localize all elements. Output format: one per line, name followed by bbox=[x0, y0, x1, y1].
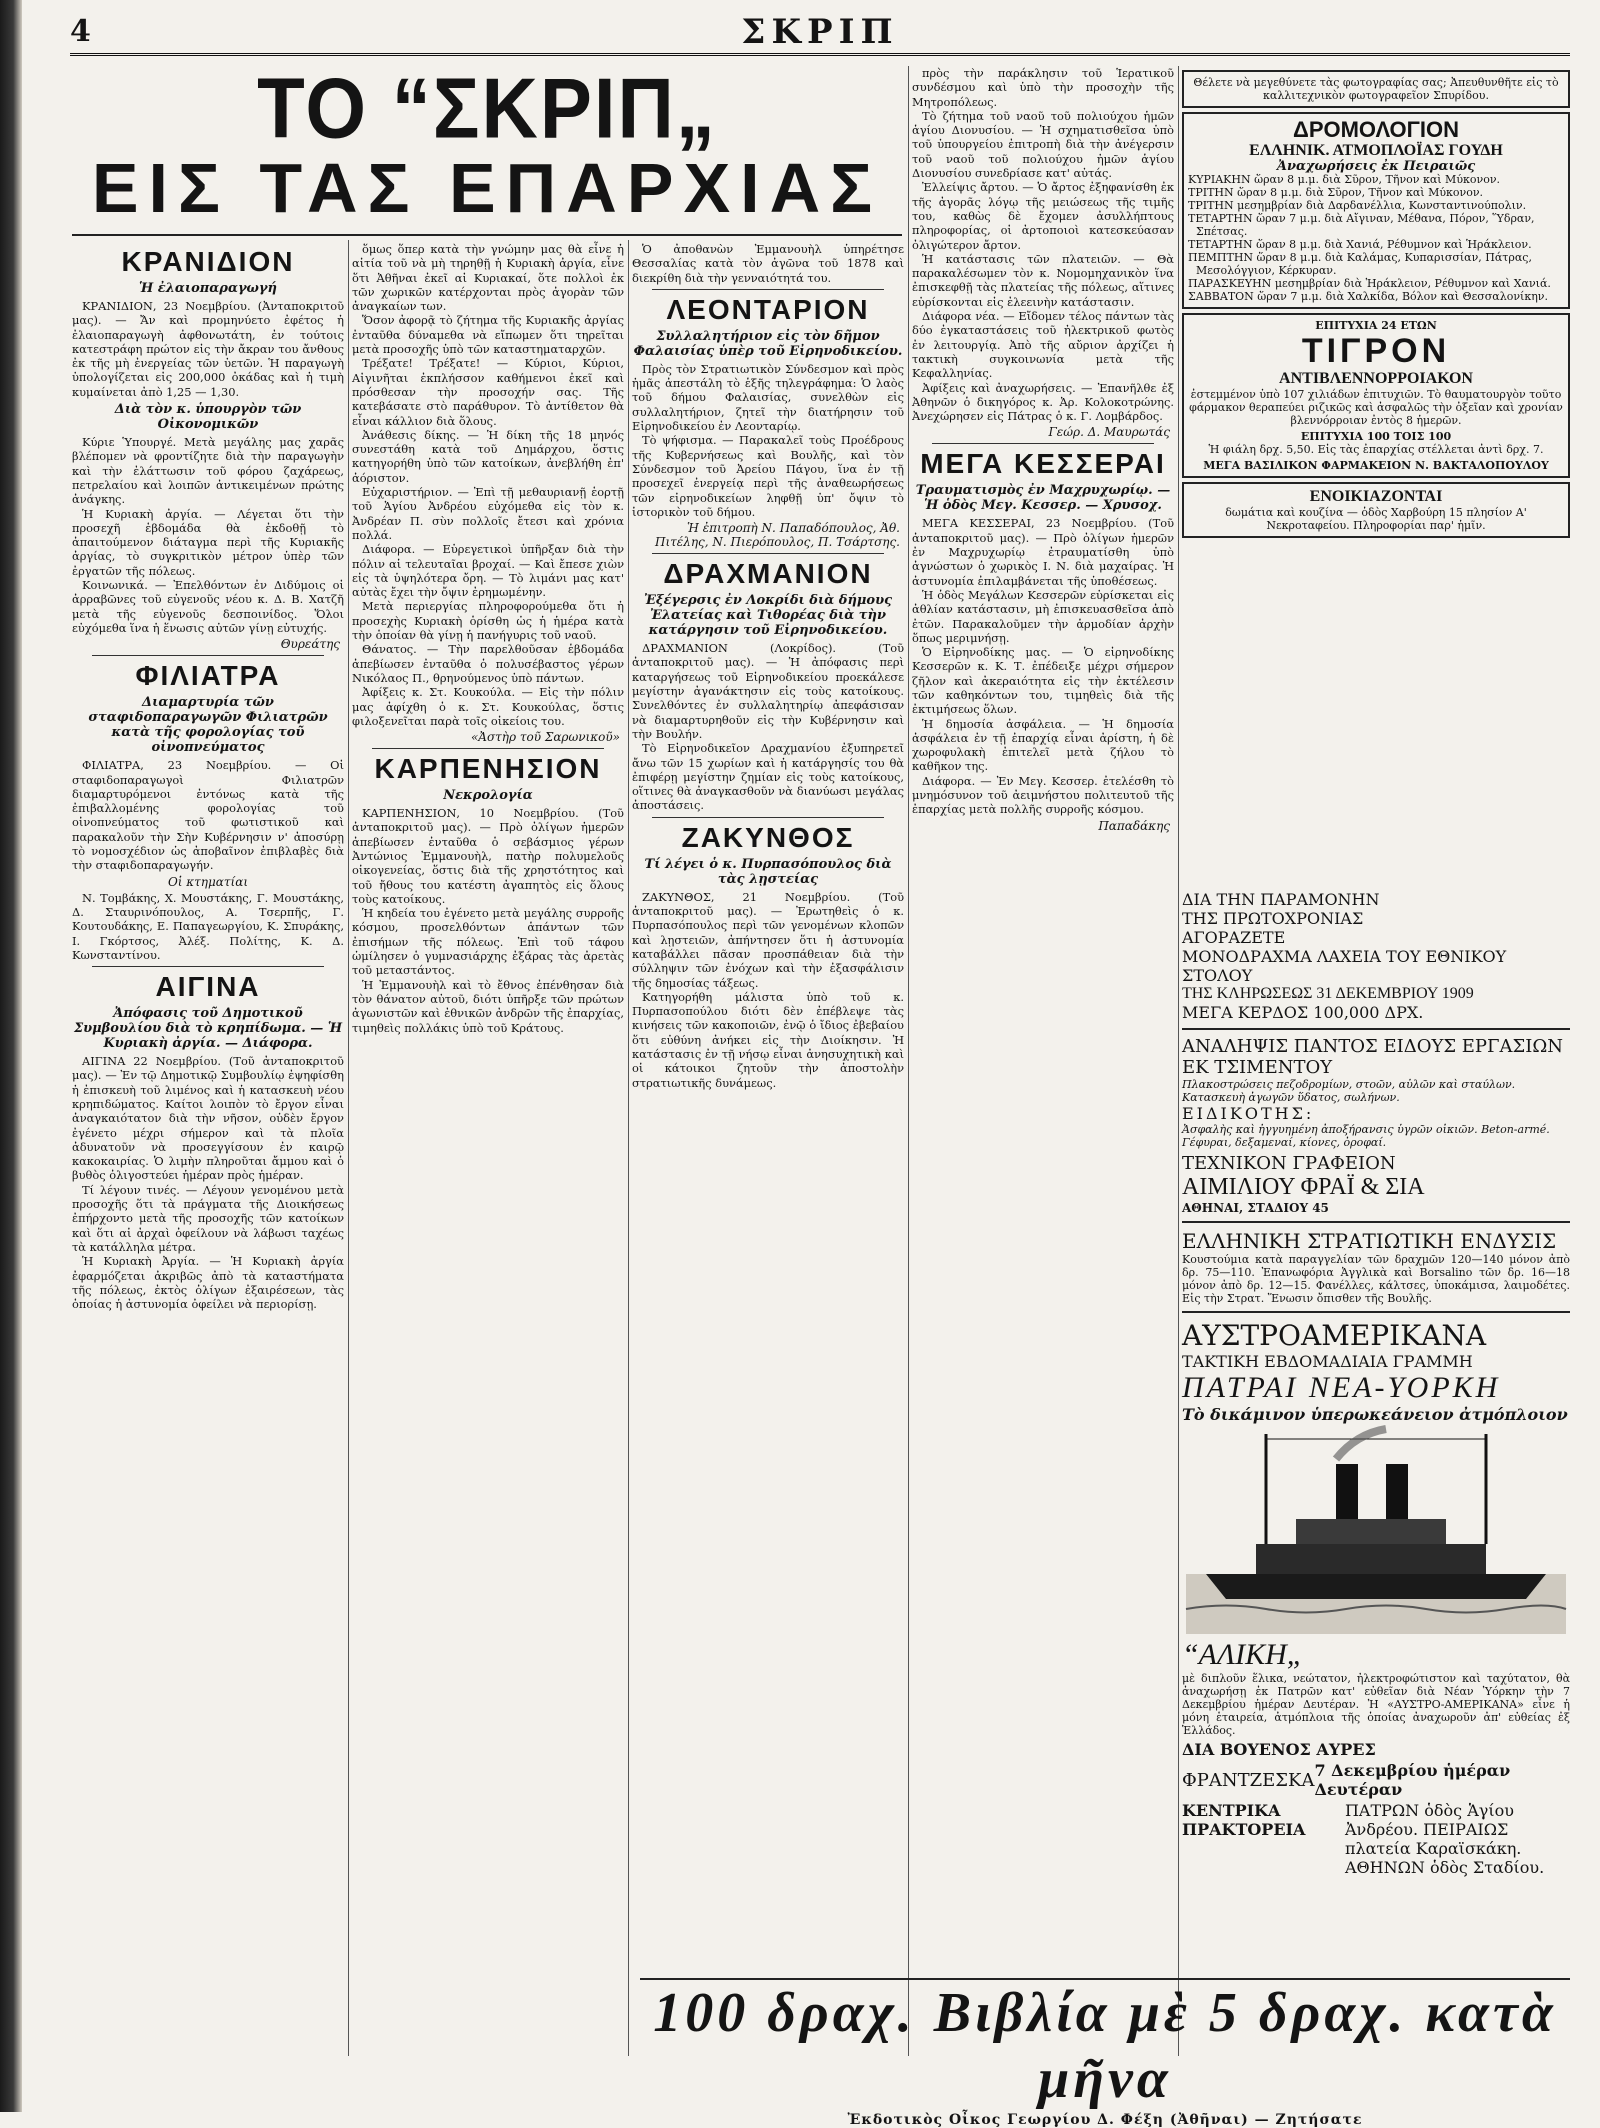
ad-title: ΕΛΛΗΝΙΚΗ ΣΤΡΑΤΙΩΤΙΚΗ ΕΝΔΥΣΙΣ bbox=[1182, 1229, 1557, 1253]
column-3 bbox=[632, 242, 904, 1972]
lottery-and-ads-block bbox=[1182, 890, 1570, 1970]
lottery-line-4: ΜΟΝΟΔΡΑΧΜΑ ΛΑΧΕΙΑ ΤΟΥ ΕΘΝΙΚΟΥ ΣΤΟΛΟΥ bbox=[1182, 947, 1507, 985]
schedule-item: ΠΑΡΑΣΚΕΥΗΝ μεσημβρίαν διὰ Ἡράκλειον, Ρέθυμνον καὶ Χανιά. bbox=[1188, 277, 1551, 290]
subheading: Ἐξέγερσις ἐν Λοκρίδι διὰ δήμους Ἐλατείας καὶ Τιθορέας διὰ τὴν κατάργησιν τοῦ Εἰρηνοδικείου. bbox=[643, 593, 893, 639]
ad-text: μὲ διπλοῦν ἕλικα, νεώτατον, ἠλεκτροφώτιστον καὶ ταχύτατον, θὰ ἀναχωρήσῃ ἐκ Πατρῶν κατ' εὐθεῖαν διὰ Νέαν Ὑόρκην τὴν 7 Δεκεμβρίου ἡμέραν Δευτέραν. Ἡ «ΑΥΣΤΡΟ-ΑΜΕΡΙΚΑΝΑ» εἶνε ἡ μόνη ἑταιρεία, ἀτμόπλοια τῆς ὁποίας ἀναχωροῦν ἀπ' εὐθείας ἐξ Ἑλλάδος. bbox=[1182, 1672, 1570, 1737]
column-2 bbox=[352, 242, 624, 2092]
ad-subtitle: ΤΑΚΤΙΚΗ ΕΒΔΟΜΑΔΙΑΙΑ ΓΡΑΜΜΗ bbox=[1182, 1352, 1473, 1371]
ad-text: Πλακοστρώσεις πεζοδρομίων, στοῶν, αὐλῶν καὶ σταύλων. Κατασκευὴ ἀγωγῶν ὕδατος, σωλήνων. bbox=[1182, 1078, 1516, 1104]
article-paragraph: Κύριε Ὑπουργέ. Μετὰ μεγάλης μας χαρᾶς βλέπομεν νὰ φροντίζητε διὰ τὴν παραγωγὴν καὶ τὴν ἐλάττωσιν τοῦ φόρου ζαχάρεως, πετρελαίου καὶ λοιπῶν ἀντικειμένων πρώτης ἀνάγκης. bbox=[72, 435, 344, 507]
article-paragraph: Ν. Τομβάκης, Χ. Μουστάκης, Γ. Μουστάκης, Δ. Σταυρινόπουλος, Α. Τσερπῆς, Γ. Κουτουδάκης, Ε. Παπαγεωργίου, Κ. Σπυράκης, Ι. Γκόρτσος, Ἀλέξ. Πολίτης, Κ. Δ. Κωνσταντίνου. bbox=[72, 890, 344, 962]
main-headline bbox=[72, 59, 902, 236]
office-name: ΑΙΜΙΛΙΟΥ ΦΡΑΪ & ΣΙΑ bbox=[1182, 1174, 1425, 1200]
article-paragraph: Ἡ κηδεία του ἐγένετο μετὰ μεγάλης συρροῆς κόσμου, προσελθόντων ἁπάντων τῶν ἐπισήμων τῆς πόλεως. Ἐπὶ τοῦ τάφου ὡμίλησεν ὁ γυμνασιάρχης ἐξάρας τὰς ἀρετὰς τοῦ μεταστάντος. bbox=[352, 906, 624, 978]
byline: Γεώρ. Δ. Μαυρωτάς bbox=[1048, 425, 1170, 440]
schedule-item: ΤΡΙΤΗΝ μεσημβρίαν διὰ Δαρδανέλλια, Κωνσταντινούπολιν. bbox=[1188, 199, 1527, 212]
schedule-list bbox=[1188, 173, 1564, 303]
ad-label: ΔΙΑ ΒΟΥΕΝΟΣ ΑΥΡΕΣ bbox=[1182, 1740, 1376, 1759]
ad-title: ΑΥΣΤΡΟΑΜΕΡΙΚΑΝΑ bbox=[1182, 1319, 1487, 1352]
article-paragraph: ΑΙΓΙΝΑ 22 Νοεμβρίου. (Τοῦ ἀνταποκριτοῦ μας). — Ἐν τῷ Δημοτικῷ Συμβουλίῳ ἐψηφίσθη ἡ ἐπισκευὴ τοῦ λιμένος καὶ ἡ κατασκευὴ νέου κρηπιδώματος. Καίτοι λοιπὸν τὸ ἔργον εἶναι ἀναγκαιότατον διὰ τὴν νῆσον, οὐδὲν ἔργον ἐγένετο μέχρι σήμερον καὶ τὰ πλοῖα ἀδυνατοῦν νὰ προσεγγίσουν ἐν καιρῷ κακοκαιρίας. Ὁ λιμὴν πληροῦται ἄμμου καὶ ὁ βυθὸς ὀλιγοστεύει ἡμέραν πρὸς ἡμέραν. bbox=[72, 1054, 344, 1183]
ship-date: 7 Δεκεμβρίου ἡμέραν Δευτέραν bbox=[1314, 1761, 1511, 1799]
banner-subtext: Ἐκδοτικὸς Οἶκος Γεωργίου Δ. Φέξη (Ἀθῆναι) — Ζητήσατε bbox=[847, 2112, 1363, 2128]
article-paragraph: Πρὸς τὸν Στρατιωτικὸν Σύνδεσμον καὶ πρὸς ἡμᾶς ἀπεστάλη τὸ ἑξῆς τηλεγράφημα: Ὁ λαὸς τοῦ δήμου Φαλαισίας, συνελθὼν εἰς συλλαλητήριον, ζητεῖ τὴν διατήρησιν τοῦ Εἰρηνοδικείου ἐν Λεονταρίῳ. bbox=[632, 361, 904, 434]
byline: Ἡ ἐπιτροπὴ Ν. Παπαδόπουλος, Ἀθ. Πιτέλης, Ν. Πιερόπουλος, Π. Τσάρτσης. bbox=[655, 521, 900, 550]
ad-label: ΕΙΔΙΚΟΤΗΣ: bbox=[1182, 1104, 1315, 1123]
ad-label: ΚΕΝΤΡΙΚΑ ΠΡΑΚΤΟΡΕΙΑ bbox=[1182, 1801, 1306, 1839]
article-paragraph: Μετὰ περιεργίας πληροφορούμεθα ὅτι ἡ προσεχὴς Κυριακὴ ὁρίσθη ὡς ἡ ἡμέρα κατὰ τὴν ὁποίαν θὰ γίνῃ ἡ πανήγυρις τοῦ ναοῦ. bbox=[352, 599, 624, 643]
article-paragraph: Ἡ Κυριακὴ Ἀργία. — Ἡ Κυριακὴ ἀργία ἐφαρμόζεται ἀκριβῶς ἀπὸ τὰ καταστήματα τῆς πόλεως, ἐκτὸς ὀλίγων ἐξαιρέσεων, τὰς ὁποίας ἡ ἀστυνομία ὀφείλει νὰ περιορίσῃ. bbox=[72, 1254, 344, 1312]
subheading: Νεκρολογία bbox=[443, 788, 533, 804]
lottery-line-1: ΔΙΑ ΤΗΝ ΠΑΡΑΜΟΝΗΝ bbox=[1182, 890, 1380, 909]
ship-name: “ΑΛΙΚΗ„ bbox=[1182, 1638, 1304, 1671]
headline-line-2: ΕΙΣ ΤΑΣ ΕΠΑΡΧΙΑΣ bbox=[91, 149, 883, 227]
ad-label: ΕΠΙΤΥΧΙΑ 24 ΕΤΩΝ bbox=[1315, 319, 1437, 332]
article-paragraph: Ἀνάθεσις δίκης. — Ἡ δίκη τῆς 18 μηνός συνεστάθη κατὰ τοῦ Δημάρχου, ὅστις κατηγορήθη ὑπὸ τῶν κατοίκων, ἀνεβλήθη ἐπ' ἀόριστον. bbox=[352, 427, 624, 485]
subheading: Διαμαρτυρία τῶν σταφιδοπαραγωγῶν Φιλιατρῶν κατὰ τῆς φορολογίας τοῦ οἰνοπνεύματος bbox=[88, 695, 328, 756]
section-heading-zakynthos: ΖΑΚΥΝΘΟΣ bbox=[681, 821, 855, 853]
article-paragraph: ΚΑΡΠΕΝΗΣΙΟΝ, 10 Νοεμβρίου. (Τοῦ ἀνταποκριτοῦ μας). — Πρὸ ὀλίγων ἡμερῶν ἀπεβίωσεν ἐνταῦθα ὁ σεβάσμιος γέρων Ἀντώνιος Ἐμμανουὴλ, πατὴρ πολυμελοῦς οἰκογενείας, ὅστις διὰ τῆς χρηστότητος καὶ τοῦ ἤθους του κατέστη ἀγαπητὸς εἰς ὅλους τοὺς κατοίκους. bbox=[352, 806, 624, 906]
article-paragraph: Ἡ Κυριακὴ ἀργία. — Λέγεται ὅτι τὴν προσεχῆ ἑβδομάδα θὰ ἐκδοθῇ τὸ ἀπαιτούμενον διάταγμα περὶ τῆς Κυριακῆς ἀργίας, τὸ συγκριτικὸν μέτρον ὑπὲρ τῶν ἐργατῶν τῆς πόλεως. bbox=[72, 506, 344, 578]
article-paragraph: Ἡ δημοσία ἀσφάλεια. — Ἡ δημοσία ἀσφάλεια ἐν τῇ ἐπαρχίᾳ εἶναι ἀρίστη, ἡ δὲ χωροφυλακὴ ἐπιτελεῖ μετὰ ζήλου τὸ καθῆκον της. bbox=[912, 716, 1174, 774]
ad-subtitle: ΕΛΛΗΝΙΚ. ΑΤΜΟΠΛΟΪΑΣ ΓΟΥΔΗ bbox=[1249, 142, 1503, 159]
byline: «Ἀστὴρ τοῦ Σαρωνικοῦ» bbox=[470, 730, 620, 745]
schedule-item: ΠΕΜΠΤΗΝ ὥραν 8 μ.μ. διὰ Καλάμας, Κυπαρισσίαν, Πάτρας, Μεσολόγγιον, Κέρκυραν. bbox=[1188, 251, 1532, 277]
lottery-line-5: ΤΗΣ ΚΛΗΡΩΣΕΩΣ 31 ΔΕΚΕΜΒΡΙΟΥ 1909 bbox=[1182, 985, 1474, 1002]
subheading: Διὰ τὸν κ. ὑπουργὸν τῶν Οἰκονομικῶν bbox=[114, 402, 302, 433]
ship-offices: ΠΑΤΡΩΝ ὁδὸς Ἁγίου Ἀνδρέου. ΠΕΙΡΑΙΩΣ πλατεία Καραϊσκάκη. ΑΘΗΝΩΝ ὁδὸς Σταδίου. bbox=[1344, 1801, 1545, 1877]
section-heading-mega-kesserai: ΜΕΓΑ ΚΕΣΣΕΡΑΙ bbox=[920, 448, 1166, 480]
ad-subtitle: Ἀναχωρήσεις ἐκ Πειραιῶς bbox=[1276, 159, 1476, 174]
subheading: Συλλαλητήριον εἰς τὸν δῆμον Φαλαισίας ὑπὲρ τοῦ Εἰρηνοδικείου. bbox=[633, 328, 903, 359]
headline-line-1: ΤΟ “ΣΚΡΙΠ„ bbox=[257, 59, 717, 157]
section-heading-aigina: ΑΙΓΙΝΑ bbox=[155, 971, 261, 1003]
ad-text: Κουστούμια κατὰ παραγγελίαν τῶν δραχμῶν 120—140 μόνον ἀπὸ δρ. 75—110. Ἐπανωφόρια Ἀγγλικὰ καὶ Borsalino τῶν δρ. 16—18 μόνον ἀπὸ δρ. 12—15. Φανέλλες, κάλτσες, ὑποκάμισα, λαιμοδέτες. Εἰς τὴν Στρατ. Ἕνωσιν ὄπισθεν τῆς Βουλῆς. bbox=[1182, 1253, 1570, 1305]
section-heading-leontarion: ΛΕΟΝΤΑΡΙΟΝ bbox=[666, 293, 870, 325]
ad-text: Ἀσφαλὴς καὶ ἠγγυημένη ἀποξήρανσις ὑγρῶν οἰκιῶν. Beton-armé. Γέφυραι, δεξαμεναί, κίονες, ὀροφαί. bbox=[1182, 1123, 1550, 1149]
ad-pharmacy: ΜΕΓΑ ΒΑΣΙΛΙΚΟΝ ΦΑΡΜΑΚΕΙΟΝ Ν. ΒΑΚΤΑΛΟΠΟΥΛΟΥ bbox=[1203, 459, 1549, 472]
article-paragraph: ΚΡΑΝΙΔΙΟΝ, 23 Νοεμβρίου. (Ἀνταποκριτοῦ μας). — Ἄν καὶ προμηνύετο ἐφέτος ἡ ἐλαιοπαραγωγὴ ἀφθονωτάτη, ἐν τούτοις κατεστράφη πρώτον εἰς τὴν ἄκραν του ἄνθους ἐκ τῆς μὴ ἐνεργείας τῶν ὑετῶν. Ἡ παραγωγὴ ὑπολογίζεται εἰς 200,000 ὀκάδας καὶ ἡ τιμὴ κυμαίνεται ἀπὸ 1,25 — 1,30. bbox=[72, 299, 344, 399]
ad-text: ἐστεμμένον ὑπὸ 107 χιλιάδων ἐπιτυχιῶν. Τὸ θαυματουργὸν τοῦτο φάρμακον θεραπεύει ριζικῶς καὶ ἀσφαλῶς τὴν ὀξεῖαν καὶ χρονίαν βλεννόρροιαν ἐντὸς 8 ἡμερῶν. bbox=[1189, 388, 1563, 427]
article-paragraph: Τί λέγουν τινές. — Λέγουν γενομένου μετὰ προσοχῆς ὅτι τὰ πράγματα τῆς Διοικήσεως ἐπήρχοντο μετὰ τῆς προσοχῆς τῶν κατοίκων καὶ ὅτι αἱ ἀρχαὶ ὀφείλουν νὰ λάβωσι ταχέως τὰ κατάλληλα μέτρα. bbox=[72, 1182, 344, 1254]
article-paragraph: Διάφορα. — Ἐν Μεγ. Κεσσερ. ἐτελέσθη τὸ μνημόσυνον τοῦ ἀειμνήστου πολιτευτοῦ τῆς ἐπαρχίας μετὰ πολλῆς συρροῆς κόσμου. bbox=[912, 773, 1174, 817]
ad-title: ΤΙΓΡΟΝ bbox=[1301, 332, 1451, 370]
article-paragraph: ΖΑΚΥΝΘΟΣ, 21 Νοεμβρίου. (Τοῦ ἀνταποκριτοῦ μας). — Ἐρωτηθεὶς ὁ κ. Πυρπασόπουλος περὶ τῶν γενομένων κλοπῶν καὶ λῃστειῶν, ἀπήντησεν ὅτι ἡ ἀστυνομία καταβάλλει πᾶσαν προσπάθειαν διὰ τὴν σύλληψιν τῶν ἐνόχων καὶ τὴν ἐξασφάλισιν τῆς δημοσίας τάξεως. bbox=[632, 889, 904, 990]
article-paragraph: Εὐχαριστήριον. — Ἐπὶ τῇ μεθαυριανῇ ἑορτῇ τοῦ Ἁγίου Ἀνδρέου εὐχόμεθα εἰς τὸν κ. Ἀνδρέαν Π. σὺν πολλοῖς ἔτεσι καὶ χρόνια πολλά. bbox=[352, 485, 624, 542]
cement-works-ad bbox=[1182, 1036, 1570, 1215]
page-binding-edge bbox=[0, 0, 22, 2112]
ad-title: ΑΝΑΛΗΨΙΣ ΠΑΝΤΟΣ ΕΙΔΟΥΣ ΕΡΓΑΣΙΩΝ ΕΚ ΤΣΙΜΕΝΤΟΥ bbox=[1182, 1036, 1564, 1078]
byline: Παπαδάκης bbox=[1098, 818, 1170, 833]
article-paragraph: Τὸ ψήφισμα. — Παρακαλεῖ τοὺς Προέδρους τῆς Κυβερνήσεως καὶ Βουλῆς, καὶ τὸν Σύνδεσμον τοῦ Ἀρείου Πάγου, ἵνα ἐν τῇ προσεχεῖ ἐνεργείᾳ περὶ τῆς ἀναθεωρήσεως τῶν εἰρηνοδικείων ληφθῇ ὑπ' ὄψιν τὸ ἱστορικὸν τοῦ δήμου. bbox=[632, 433, 904, 519]
article-paragraph: Κοινωνικά. — Ἐπελθόντων ἐν Διδύμοις οἱ ἀρραβῶνες τοῦ εὐγενοῦς νέου κ. Δ. Β. Χατζῆ μετὰ τῆς εὐγενοῦς δεσποινίδος. Ὅλοι εὐχόμεθα ἵνα ἡ ἕνωσις αὐτῶν γίνῃ εὐτυχής. bbox=[72, 578, 344, 635]
article-paragraph: Διάφορα. — Εὑρεγετικοὶ ὑπῆρξαν διὰ τὴν πόλιν αἱ τελευταῖαι βροχαί. — Καὶ ἔπεσε χιὼν εἰς τὰ ὑψηλότερα ὄρη. — Τὸ λιμάνι μας κατ' αὐτὰς ἔχει τὴν ὄψιν ἐρημωμένην. bbox=[352, 542, 624, 600]
ad-price: Ἡ φιάλη δρχ. 5,50. Εἰς τὰς ἐπαρχίας στέλλεται ἀντὶ δρχ. 7. bbox=[1208, 443, 1544, 456]
article-paragraph: Ἡ κατάστασις τῶν πλατειῶν. — Θὰ παρακαλέσωμεν τὸν κ. Νομομηχανικὸν ἵνα ἐπισκεφθῇ τὰς πλατείας τῆς πόλεως, αἵτινες εὑρίσκονται εἰς ἐλεεινὴν κατάστασιν. bbox=[912, 251, 1174, 309]
photo-studio-ad bbox=[1182, 70, 1570, 108]
page-number: 4 bbox=[70, 14, 91, 49]
newspaper-page bbox=[30, 10, 1590, 2128]
article-paragraph: Τὸ ζήτημα τοῦ ναοῦ τοῦ πολιούχου ἡμῶν ἁγίου Διονυσίου. — Ἡ σχηματισθεῖσα ὑπὸ τοῦ ὑπουργείου ἐπιτροπὴ διὰ τὴν ἀνέγερσιν τοῦ ναοῦ τοῦ πολιούχου ἡμῶν ἁγίου Διονυσίου συνεδρίασε κατ' αὐτάς. bbox=[912, 108, 1174, 181]
article-paragraph: Τὸ Εἰρηνοδικεῖον Δραχμανίου ἐξυπηρετεῖ ἄνω τῶν 15 χωρίων καὶ ἡ κατάργησίς του θὰ ἐπιφέρῃ μεγίστην ζημίαν εἰς τοὺς κατοίκους, οἵτινες θὰ ἀναγκασθοῦν νὰ διανύωσι μεγάλας ἀποστάσεις. bbox=[632, 741, 904, 813]
steamship-illustration bbox=[1182, 1424, 1570, 1634]
subheading: Τί λέγει ὁ κ. Πυρπασόπουλος διὰ τὰς λῃστείας bbox=[644, 856, 892, 887]
article-paragraph: Ὁ ἀποθανὼν Ἐμμανουὴλ ὑπηρέτησε Θεσσαλίας κατὰ τὸν ἀγῶνα τοῦ 1878 καὶ διεκρίθη διὰ τὴν γενναιότητά του. bbox=[632, 242, 904, 285]
lottery-prize: ΜΕΓΑ ΚΕΡΔΟΣ 100,000 ΔΡΧ. bbox=[1182, 1003, 1424, 1022]
ad-title: ΔΡΟΜΟΛΟΓΙΟΝ bbox=[1293, 117, 1459, 142]
page-header bbox=[70, 10, 1570, 56]
article-paragraph: Ἐλλείψις ἄρτου. — Ὁ ἄρτος ἐξηφανίσθη ἐκ τῆς ἀγορᾶς λόγῳ τῆς μειώσεως τῆς τιμῆς του, καθὼς δὲ ἔχομεν ἀσυλλήπτους πληροφορίας, οἱ ἀρτοποιοὶ κατεσκεύασαν ὀλιγώτερον ἄρτον. bbox=[912, 180, 1174, 252]
article-paragraph: Τρέξατε! Τρέξατε! — Κύριοι, Κύριοι, Αἰγινῆται ἐκπλήσσον καθήμενοι ἐκεῖ καὶ πρόσθεσαν τὴν προσοχήν σας. Τῆς κατεβάσατε στὸ παράθυρον. Τὸ ἀντίθετον θὰ εἶναι κάλλιον διὰ ὅλους. bbox=[352, 356, 624, 428]
lottery-line-2: ΤΗΣ ΠΡΩΤΟΧΡΟΝΙΑΣ bbox=[1182, 909, 1364, 928]
article-paragraph: Ὅσον ἀφορᾷ τὸ ζήτημα τῆς Κυριακῆς ἀργίας ἐνταῦθα δύναμεθα νὰ εἴπωμεν ὅτι τηρεῖται μετὰ προσοχῆς ὑπὸ τῶν καταστηματαρχῶν. bbox=[352, 313, 624, 357]
article-paragraph: ΜΕΓΑ ΚΕΣΣΕΡΑΙ, 23 Νοεμβρίου. (Τοῦ ἀνταποκριτοῦ μας). — Πρὸ ὀλίγων ἡμερῶν ἐν Μαχρυχωρίῳ ἐτραυματίσθη ὑπὸ ἀγνώστων ὁ χωρικὸς Ι. Ν. διὰ μαχαίρας. Ἡ ἀστυνομία ἐπιλαμβάνεται τῆς ὑποθέσεως. bbox=[912, 516, 1174, 588]
ship-agent: ΦΡΑΝΤΖΕΣΚΑ bbox=[1182, 1769, 1315, 1791]
uniforms-ad bbox=[1182, 1229, 1570, 1305]
subheading: Ἡ ἐλαιοπαραγωγή bbox=[139, 281, 277, 296]
masthead: ΣΚΡΙΠ bbox=[741, 11, 899, 52]
subheading: Τραυματισμὸς ἐν Μαχρυχωρίῳ. — Ἡ ὁδὸς Μεγ. Κεσσερ. — Χρυσοχ. bbox=[915, 483, 1171, 514]
section-heading-kranidion: ΚΡΑΝΙΔΙΟΝ bbox=[121, 246, 295, 277]
column-4 bbox=[912, 66, 1174, 1966]
lottery-line-3: ΑΓΟΡΑΖΕΤΕ bbox=[1182, 928, 1286, 947]
section-heading-drachmanion: ΔΡΑΧΜΑΝΙΟΝ bbox=[663, 558, 873, 590]
article-paragraph: Ὁ Εἰρηνοδίκης μας. — Ὁ εἰρηνοδίκης Κεσσερῶν κ. Κ. Τ. ἐπέδειξε μέχρι σήμερον ζῆλον καὶ ἀκεραιότητα εἰς τὴν ἐκτέλεσιν τῶν καθηκόντων του, τιμηθεὶς διὰ τῆς ἐκτιμήσεως ὅλων. bbox=[912, 645, 1174, 717]
schedule-item: ΣΑΒΒΑΤΟΝ ὥραν 7 μ.μ. διὰ Χαλκίδα, Βόλον καὶ Θεσσαλονίκην. bbox=[1188, 290, 1548, 303]
schedule-item: ΚΥΡΙΑΚΗΝ ὥραν 8 μ.μ. διὰ Σῦρον, Τῆνον καὶ Μύκονον. bbox=[1188, 173, 1501, 186]
ad-label: ΕΠΙΤΥΧΙΑ 100 ΤΟΙΣ 100 bbox=[1300, 430, 1452, 443]
ad-title: ΕΝΟΙΚΙΑΖΟΝΤΑΙ bbox=[1309, 488, 1443, 505]
article-paragraph: ΦΙΛΙΑΤΡΑ, 23 Νοεμβρίου. — Οἱ σταφιδοπαραγωγοὶ Φιλιατρῶν διαμαρτυρόμενοι ἐντόνως κατὰ τῆς ἐπιβαλλομένης φορολογίας τοῦ οἰνοπνεύματος τοῦ φωτιστικοῦ καὶ παρακαλοῦν τὴν Σὴν Κυβέρνησιν ν' ἀποσύρῃ τὸ νομοσχέδιον ὡς ἀποβαῖνον ἐπιβλαβὲς διὰ τὴν σταφιδοπαραγωγήν. bbox=[72, 758, 344, 873]
shipping-schedule-ad bbox=[1182, 112, 1570, 309]
subheading: Ἀπόφασις τοῦ Δημοτικοῦ Συμβουλίου διὰ τὸ κρηπίδωμα. — Ἡ Κυριακὴ ἀργία. — Διάφορα. bbox=[73, 1006, 343, 1052]
article-paragraph: Ἀφίξεις καὶ ἀναχωρήσεις. — Ἐπανῆλθε ἐξ Ἀθηνῶν ὁ δικηγόρος κ. Ἀρ. Κολοκοτρώνης. Ἀνεχώρησεν εἰς Πάτρας ὁ κ. Γ. Λομβάρδος. bbox=[912, 380, 1174, 424]
tigron-medicine-ad bbox=[1182, 313, 1570, 478]
schedule-item: ΤΡΙΤΗΝ ὥραν 8 μ.μ. διὰ Σῦρον, Τῆνον καὶ Μύκονον. bbox=[1188, 186, 1484, 199]
article-paragraph: Θάνατος. — Τὴν παρελθοῦσαν ἑβδομάδα ἀπεβίωσεν ἐνταῦθα ὁ πολυσέβαστος γέρων Νικόλαος Π., θρηνούμενος ὑπὸ πάντων. bbox=[352, 642, 624, 685]
rent-ad bbox=[1182, 482, 1570, 538]
signature-label: Οἱ κτηματίαι bbox=[167, 874, 249, 889]
office-address: ΑΘΗΝΑΙ, ΣΤΑΔΙΟΥ 45 bbox=[1182, 1201, 1329, 1215]
article-paragraph: Διάφορα νέα. — Εἴδομεν τέλος πάντων τὰς δύο ἐγκαταστάσεις τοῦ ἠλεκτρικοῦ φωτὸς ἐν λειτουργίᾳ. Ἀπὸ τῆς αὔριον ἀρχίζει ἡ τακτικὴ συγκοινωνία μετὰ τῆς Κεφαλληνίας. bbox=[912, 309, 1174, 381]
article-paragraph: πρὸς τὴν παράκλησιν τοῦ Ἱερατικοῦ συνδέσμου καὶ ὑπὸ τὴν προσοχὴν τῆς Μητροπόλεως. bbox=[912, 66, 1174, 109]
banner-text: 100 δραχ. Βιβλία μὲ 5 δραχ. κατὰ μῆνα bbox=[653, 1982, 1557, 2110]
article-paragraph: Κατηγορήθη μάλιστα ὑπὸ τοῦ κ. Πυρπασοπούλου διότι δὲν ἐπέβλεψε τὰς κινήσεις τῶν κακοποιῶν, ἐνῷ ὁ ἴδιος ἐβεβαίου ὅτι εὐθύνη ἀνήκει εἰς τὴν Διοίκησιν. Ἡ κατάστασις ἐν τῇ νήσῳ εἶναι ἀνησυχητικὴ καὶ οἱ κάτοικοι ζητοῦν τὴν ἀποστολὴν στρατιωτικῆς δυνάμεως. bbox=[632, 989, 904, 1090]
byline: Θυρεάτης bbox=[280, 637, 340, 652]
article-paragraph: Ἀφίξεις κ. Στ. Κουκούλα. — Εἰς τὴν πόλιν μας ἀφίχθη ὁ κ. Στ. Κουκούλας, ὅστις φιλοξενεῖται παρὰ τοῖς οἰκείοις του. bbox=[352, 685, 624, 728]
article-paragraph: ὅμως ὅπερ κατὰ τὴν γνώμην μας θὰ εἶνε ἡ αἰτία τοῦ νὰ μὴ τηρηθῇ ἡ Κυριακὴ ἀργία, εἶνε ὅτι Ἀθῆναι ἐκεῖ αἱ Κυριακαί, ὅτε πολλοὶ ἐκ τῶν χωρικῶν κατέρχονται πρὸς ἀγορὰν τῶν ἀναγκαίων των. bbox=[352, 242, 624, 314]
ad-route: ΠΑΤΡΑΙ ΝΕΑ-ΥΟΡΚΗ bbox=[1182, 1371, 1501, 1404]
section-heading-karpenision: ΚΑΡΠΕΝΗΣΙΟΝ bbox=[374, 753, 602, 785]
article-paragraph: ΔΡΑΧΜΑΝΙΟΝ (Λοκρίδος). (Τοῦ ἀνταποκριτοῦ μας). — Ἡ ἀπόφασις περὶ καταργήσεως τοῦ Εἰρηνοδικείου προεκάλεσε μεγίστην ἀγανάκτησιν εἰς τοὺς κατοίκους. Συνελθόντες ἐν συλλαλητηρίῳ ἀπεφάσισαν νὰ διαμαρτυρηθοῦν εἰς τὴν Κυβέρνησιν καὶ τὴν Βουλήν. bbox=[632, 641, 904, 741]
ad-text: Θέλετε νὰ μεγεθύνετε τὰς φωτογραφίας σας; Ἀπευθυνθῆτε εἰς τὸ καλλιτεχνικὸν φωτογραφεῖον Σπυρίδου. bbox=[1193, 76, 1559, 102]
schedule-item: ΤΕΤΑΡΤΗΝ ὥραν 8 μ.μ. διὰ Χανιά, Ρέθυμνον καὶ Ἡράκλειον. bbox=[1188, 238, 1532, 251]
book-ad-banner bbox=[640, 1978, 1570, 2128]
schedule-item: ΤΕΤΑΡΤΗΝ ὥραν 7 μ.μ. διὰ Αἴγιναν, Μέθανα, Πόρον, Ὕδραν, Σπέτσας. bbox=[1188, 212, 1535, 238]
office-title: ΤΕΧΝΙΚΟΝ ΓΡΑΦΕΙΟΝ bbox=[1182, 1153, 1396, 1174]
column-1 bbox=[72, 242, 344, 2092]
article-paragraph: Ἡ ὁδὸς Μεγάλων Κεσσερῶν εὑρίσκεται εἰς ἀθλίαν κατάστασιν, μὴ ἐπισκευασθεῖσα ἀπὸ ἐτῶν. Παρακαλοῦμεν τὴν ἁρμοδίαν ἀρχὴν ὅπως μεριμνήσῃ. bbox=[912, 587, 1174, 645]
ad-text: δωμάτια καὶ κουζίνα — ὁδὸς Χαρβούρη 15 πλησίον Α' Νεκροταφείου. Πληροφορίαι παρ' ἡμῖν. bbox=[1225, 506, 1527, 532]
ad-subtitle: ΑΝΤΙΒΛΕΝΝΟΡΡΟΙΑΚΟΝ bbox=[1279, 370, 1473, 387]
ad-subtitle: Τὸ δικάμινον ὑπερωκεάνειον ἀτμόπλοιον bbox=[1182, 1405, 1568, 1424]
section-heading-filiatra: ΦΙΛΙΑΤΡΑ bbox=[135, 660, 281, 692]
austro-americana-ad bbox=[1182, 1319, 1570, 1877]
lottery-ad bbox=[1182, 890, 1570, 1022]
article-paragraph: Ἡ Ἐμμανουὴλ καὶ τὸ ἔθνος ἐπένθησαν διὰ τὸν θάνατον αὐτοῦ, διότι ὑπῆρξε τῶν πρώτων ἀγωνιστῶν καὶ ἐθνικῶν ἀνδρῶν τῆς ἐπαρχίας, τιμηθεὶς πολλάκις ὑπὸ τοῦ Κράτους. bbox=[352, 977, 624, 1035]
